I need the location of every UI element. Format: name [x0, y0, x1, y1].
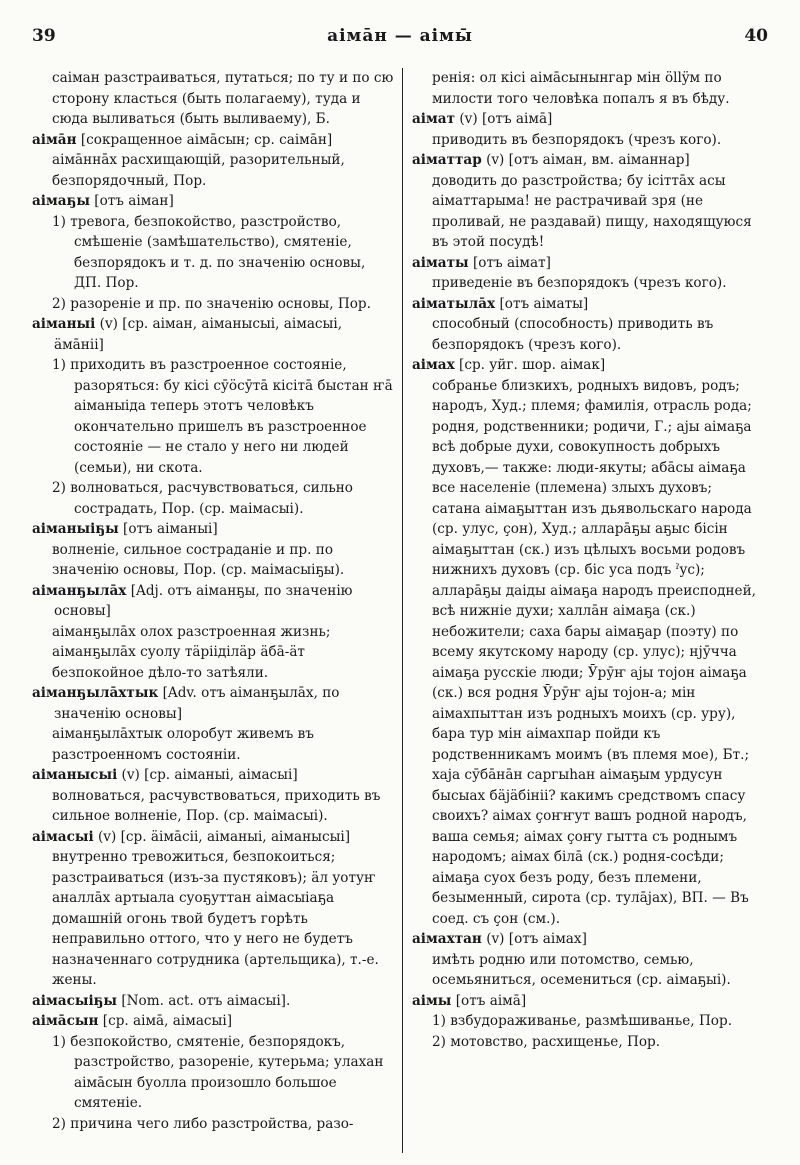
page-number-left: 39: [32, 26, 56, 46]
headword: аiматылāх: [412, 295, 496, 312]
dictionary-entry-text: приведенiе въ безпорядокъ (чрезъ кого).: [432, 275, 727, 291]
dictionary-entry-text: 2) мотовство, расхищенье, Пор.: [432, 1033, 661, 1050]
left-column: [32, 68, 394, 1134]
dictionary-entry-text: собранье близкихъ, родныхъ видовъ, родъ; народъ, Худ.; племя; фамилiя, отрасль рода; родня, родственники; родичи, Г.; аjы аiмаҕа всѣ добрые духи, совокупность добрыхъ духовъ,— также: люди-якуты; абāсы аiмаҕа все населенiе (племена) злыхъ духовъ; сатана аiмаҕыттан изъ дьявольскаго народа (ср. улус, ҫон), Худ.; алларāҕы аҕыс бiсiн аiмаҕыттан (ск.) изъ цѣлыхъ восьми родовъ нижнихъ духовъ (ср. бiс уса подъ ˀус); алларāҕы даiды аiмаҕа народъ преисподней, всѣ нижнiе духи; халлāн аiмаҕа (ск.) небожители; саха бары аiмаҕар (поэту) по всему якутскому народу (ср. улус); нjӯчча аiмаҕа русскiе люди; Ӯрӯҥ аjы тоjон аiмаҕа (ск.) вся родня Ӯрӯҥ аjы тоjон-а; мiн аiмахпыттан изъ родныхъ моихъ (ср. уру), бара тур мiн аiмахпар пойди къ родственникамъ моимъ (въ племя мое), Бт.; хаjа сӯбāнāн саргыhан аiмаҕым урдусун быcыах бäjäбiнii? какимъ средствомъ спасу своихъ? аiмах ҫоҥҥут вашъ родной народъ, ваша семья; аiмах ҫоҥу гытта съ роднымъ народомъ; аiмах бiлā (ск.) родня-сосѣди; аiмаҕа суох безъ роду, безъ племени, безыменный, сирота (ср. тулājах), ВП. — Въ соед. съ ҫон (см.).: [432, 377, 756, 927]
dictionary-entry-text: аiмāннāх расхищающiй, разорительный, безпорядочный, Пор.: [52, 152, 345, 189]
dictionary-headword-line: аiмāсын [ср. аiмā, аiмасыi]: [32, 1013, 233, 1029]
headword: аiманыi: [32, 316, 96, 332]
dictionary-headword-line: аiманҕылāхтык [Adv. отъ аiманҕылāх, по значенiю основы]: [32, 685, 340, 722]
dictionary-entry-text: 1) тревога, безпокойство, разстройство, смѣшенiе (замѣшательство), смятенiе, безпорядокъ и т. д. по значенiю основы, ДП. Пор.: [52, 213, 366, 291]
dictionary-entry-text: способный (способность) приводить въ безпорядокъ (чрезъ кого).: [432, 316, 714, 353]
dictionary-entry-text: доводить до разстройства; бу iсiттāх асы аiматтарыма! не растрачивай зря (не проливай, не раздавай) пищу, находящуюся въ этой посудѣ!: [432, 172, 752, 250]
dictionary-headword-line: аiмаҕы [отъ аiман]: [32, 193, 174, 209]
dictionary-headword-line: аiмах [ср. уйг. шор. аiмак]: [412, 357, 606, 373]
dictionary-headword-line: аiматылāх [отъ аiматы]: [412, 295, 589, 312]
dictionary-headword-line: аiмасыiҕы [Nom. act. отъ аiмасыi].: [32, 992, 291, 1009]
dictionary-entry-text: внутренно тревожиться, безпокоиться; разстраиваться (изъ-за пустяковъ); äл уотуҥ аналлāх артыала суоҕуттан аiмасыiаҕа домашнiй огонь твой будетъ горѣть неправильно оттого, что у него не будетъ назначеннаго сотрудника (артельщика), т.-е. жены.: [52, 849, 379, 988]
dictionary-entry-text: саiман разстраиваться, путаться; по ту и по сю сторону класться (быть полагаему), туда и сюда выливаться (быть выливаему), Б.: [52, 70, 394, 127]
headword: аiманҕылāхтык: [32, 685, 159, 701]
headword: аiмāн: [32, 131, 77, 148]
dictionary-headword-line: аiманыiҕы [отъ аiманыi]: [32, 521, 218, 537]
dictionary-headword-line: аiматтар (v) [отъ аiман, вм. аiманнар]: [412, 152, 690, 168]
dictionary-entry-text: 1) приходить въ разстроенное состоянiе, разоряться: бу кiсi сӯöсӯтā кiсiтā быстан ҥā аiманыiда теперь этотъ человѣкъ окончательно пришелъ въ разстроенное состоянiе — не стало у него ни людей (семьи), ни скота.: [52, 357, 393, 476]
right-column: [412, 68, 762, 1052]
dictionary-headword-line: аiманысыi (v) [ср. аiманыi, аiмасыi]: [32, 767, 298, 783]
column-divider: [402, 68, 403, 1153]
running-title: аiмāн — аiмы̄: [327, 26, 473, 46]
dictionary-entry-text: приводить въ безпорядокъ (чрезъ кого).: [432, 131, 722, 148]
dictionary-entry-text: имѣть родню или потомство, семью, осемьяниться, осемениться (ср. аiмаҕыi).: [432, 951, 731, 988]
dictionary-entry-text: 2) причина чего либо разстройства, разо-: [52, 1115, 354, 1132]
headword: аiманҕылāх: [32, 582, 127, 599]
dictionary-entry-text: волноваться, расчувствоваться, приходить въ сильное волненiе, Пор. (ср. маiмасыi).: [52, 787, 381, 824]
headword: аiмаҕы: [32, 193, 90, 209]
headword: аiматы: [412, 254, 469, 271]
headword: аiмахтан: [412, 931, 482, 947]
dictionary-headword-line: аiманыi (v) [ср. аiман, аiманысыi, аiмасыi, äмāнii]: [32, 316, 343, 353]
dictionary-entry-text: аiманҕылāх олох разстроенная жизнь; аiманҕылāх суолу тäрiiдiлäр äбā-äт безпокойное дѣло-то затѣяли.: [52, 623, 331, 681]
dictionary-entry-text: 1) безпокойство, смятенiе, безпорядокъ, разстройство, разоренiе, кутерьма; улахан аiмāсын буолла произошло большое смятенiе.: [52, 1033, 384, 1111]
dictionary-headword-line: аiмāн [сокращенное аiмāсын; ср. саiмāн]: [32, 131, 333, 148]
dictionary-headword-line: аiмы [отъ аiмā]: [412, 992, 527, 1009]
dictionary-entry-text: аiманҕылāхтык олоробут живемъ въ разстроенномъ состоянiи.: [52, 726, 314, 763]
headword: аiмат: [412, 111, 456, 127]
dictionary-entry-text: волненiе, сильное состраданiе и пр. по значенiю основы, Пор. (ср. маiмасыiҕы).: [52, 541, 345, 578]
headword: аiмасыiҕы: [32, 992, 118, 1009]
dictionary-entry-text: 1) взбудораживанье, размѣшиванье, Пор.: [432, 1013, 733, 1029]
headword: аiмах: [412, 357, 455, 373]
dictionary-headword-line: аiмасыi (v) [ср. äiмāсii, аiманыi, аiманысыi]: [32, 828, 351, 845]
headword: аiманысыi: [32, 767, 118, 783]
dictionary-entry-text: 2) разоренiе и пр. по значенiю основы, Пор.: [52, 295, 371, 312]
headword: аiманыiҕы: [32, 521, 119, 537]
headword: аiмасыi: [32, 828, 94, 845]
headword: аiмы: [412, 992, 452, 1009]
dictionary-entry-text: 2) волноваться, расчувствоваться, сильно сострадать, Пор. (ср. маiмасыi).: [52, 480, 353, 517]
dictionary-headword-line: аiманҕылāх [Adj. отъ аiманҕы, по значенiю основы]: [32, 582, 353, 619]
headword: аiматтар: [412, 152, 482, 168]
dictionary-headword-line: аiмахтан (v) [отъ аiмах]: [412, 931, 587, 947]
dictionary-headword-line: аiматы [отъ аiмат]: [412, 254, 551, 271]
page-number-right: 40: [744, 26, 768, 46]
dictionary-entry-text: ренiя: ол кiсi аiмāсынынгар мiн öllÿм по милости того человѣка попалъ я въ бѣду.: [432, 70, 730, 107]
dictionary-headword-line: аiмат (v) [отъ аiмā]: [412, 111, 553, 127]
headword: аiмāсын: [32, 1013, 99, 1029]
